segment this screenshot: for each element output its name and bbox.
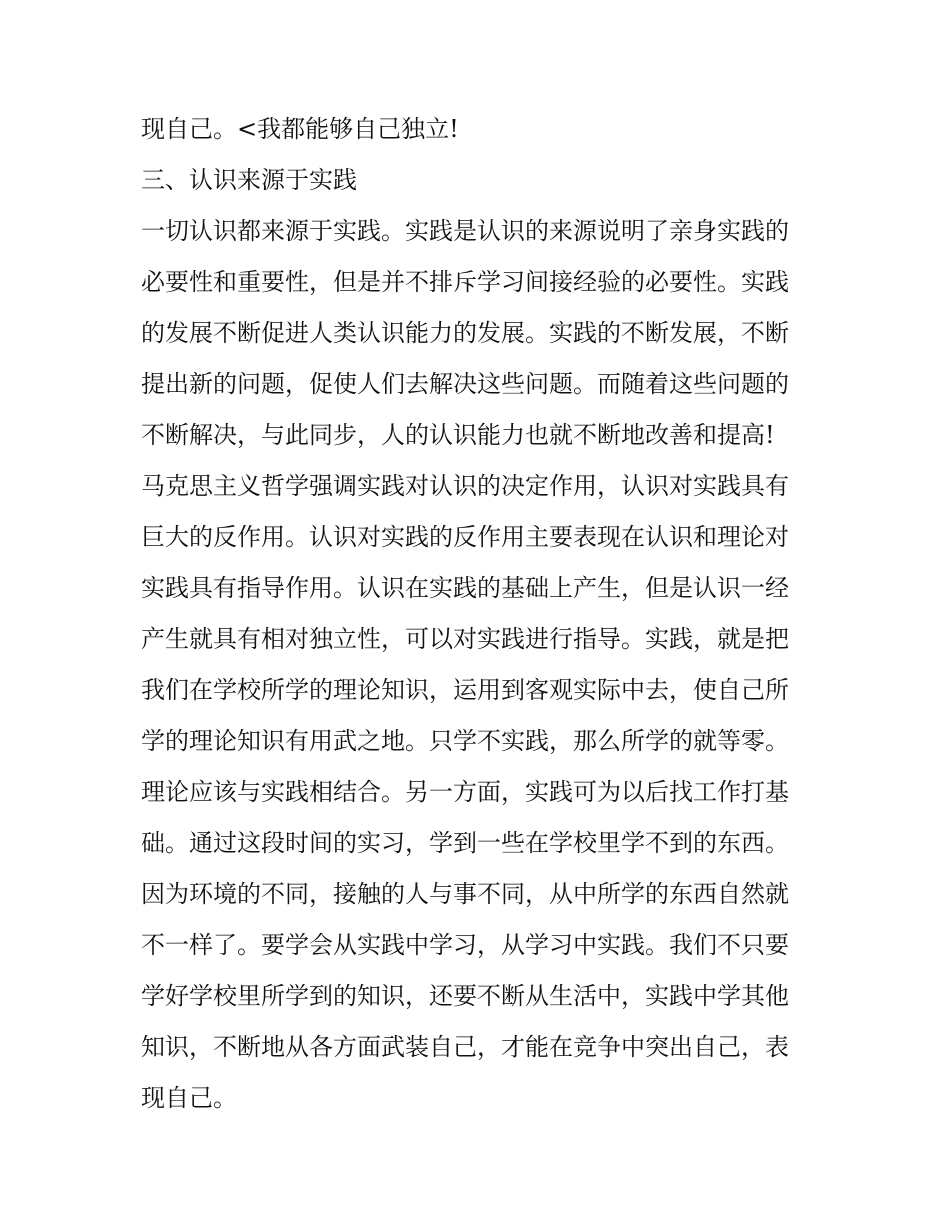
text-line: 不断解决，与此同步，人的认识能力也就不断地改善和提高!: [141, 421, 775, 449]
text-line: 学的理论知识有用武之地。只学不实践，那么所学的就等零。: [141, 727, 789, 755]
text-line: 马克思主义哲学强调实践对认识的决定作用，认识对实践具有: [141, 472, 789, 500]
text-line: 因为环境的不同，接触的人与事不同，从中所学的东西自然就: [141, 880, 789, 908]
text-line: 学好学校里所学到的知识，还要不断从生活中，实践中学其他: [141, 982, 789, 1010]
text-line: 础。通过这段时间的实习，学到一些在学校里学不到的东西。: [141, 829, 789, 857]
section-heading: 三、认识来源于实践: [141, 166, 357, 194]
text-line: 现自己。<我都能够自己独立!: [141, 115, 459, 143]
text-line: 现自己。: [141, 1084, 237, 1112]
text-line: 理论应该与实践相结合。另一方面，实践可为以后找工作打基: [141, 778, 789, 806]
text-line: 不一样了。要学会从实践中学习，从学习中实践。我们不只要: [141, 931, 789, 959]
text-line: 我们在学校所学的理论知识，运用到客观实际中去，使自己所: [141, 676, 789, 704]
text-line: 一切认识都来源于实践。实践是认识的来源说明了亲身实践的: [141, 217, 789, 245]
text-line: 必要性和重要性，但是并不排斥学习间接经验的必要性。实践: [141, 268, 789, 296]
text-line: 产生就具有相对独立性，可以对实践进行指导。实践，就是把: [141, 625, 789, 653]
text-line: 巨大的反作用。认识对实践的反作用主要表现在认识和理论对: [141, 523, 789, 551]
body-text: [141, 110, 821, 1130]
text-line: 的发展不断促进人类认识能力的发展。实践的不断发展，不断: [141, 319, 789, 347]
text-line: 提出新的问题，促使人们去解决这些问题。而随着这些问题的: [141, 370, 789, 398]
text-line: 知识，不断地从各方面武装自己，才能在竞争中突出自己，表: [141, 1033, 789, 1061]
text-line: 实践具有指导作用。认识在实践的基础上产生，但是认识一经: [141, 574, 789, 602]
